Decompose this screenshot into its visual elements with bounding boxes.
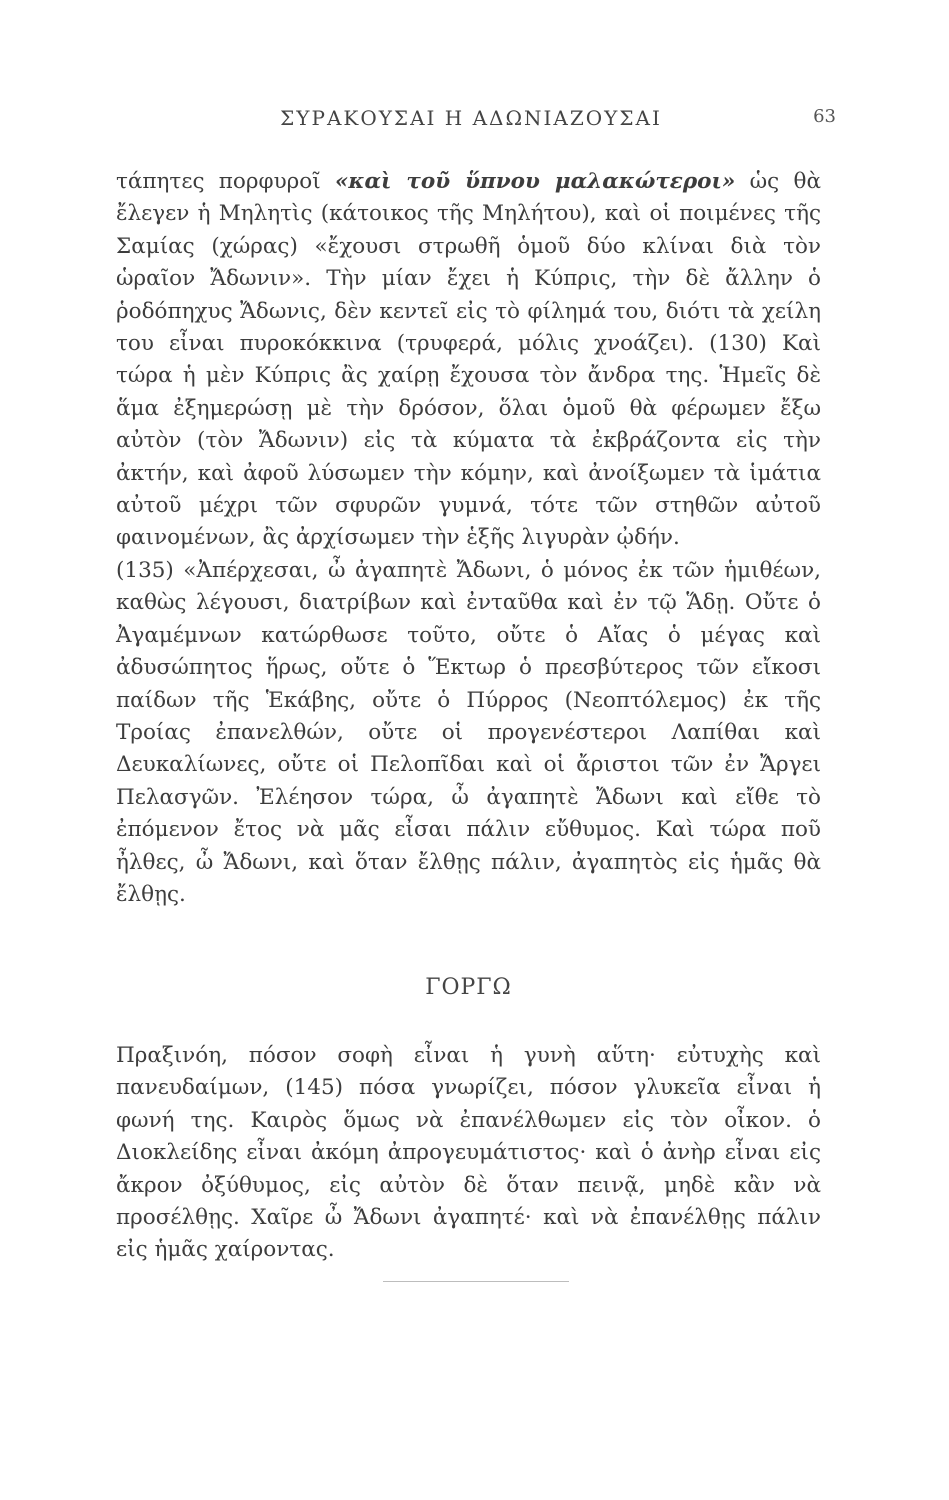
running-title: ΣΥΡΑΚΟΥΣΑΙ Η ΑΔΩΝΙΑΖΟΥΣΑΙ xyxy=(280,106,662,130)
paragraph-1 xyxy=(116,166,821,555)
emphasized-quote: «καὶ τοῦ ὕπνου μαλακώτεροι» xyxy=(334,169,736,194)
paragraph-2: (135) «Ἀπέρχεσαι, ὦ ἀγαπητὲ Ἄδωνι, ὁ μόνος ἐκ τῶν ἡμιθέων, καθὼς λέγουσι, διατρίβων καὶ ἐνταῦθα καὶ ἐν τῷ Ἅδῃ. Οὔτε ὁ Ἀγαμέμνων κατώρθωσε τοῦτο, οὔτε ὁ Αἴας ὁ μέγας καὶ ἀδυσώπητος ἥρως, οὔτε ὁ Ἕκτωρ ὁ πρεσβύτερος τῶν εἴκοσι παίδων τῆς Ἑκάβης, οὔτε ὁ Πύρρος (Νεοπτόλεμος) ἐκ τῆς Τροίας ἐπανελθών, οὔτε οἱ προγενέστεροι Λαπίθαι καὶ Δευκαλίωνες, οὔτε οἱ Πελοπῖδαι καὶ οἱ ἄριστοι τῶν ἐν Ἄργει Πελασγῶν. Ἐλέησον τώρα, ὦ ἀγαπητὲ Ἄδωνι καὶ εἴθε τὸ ἐπόμενον ἔτος νὰ μᾶς εἶσαι πάλιν εὔθυμος. Καὶ τώρα ποῦ ἦλθες, ὦ Ἄδωνι, καὶ ὅταν ἔλθῃς πάλιν, ἀγαπητὸς εἰς ἡμᾶς θὰ ἔλθῃς. xyxy=(116,557,821,907)
paragraph-3: Πραξινόη, πόσον σοφὴ εἶναι ἡ γυνὴ αὕτη· εὐτυχὴς καὶ πανευδαίμων, (145) πόσα γνωρίζει, πόσον γλυκεῖα εἶναι ἡ φωνή της. Καιρὸς ὅμως νὰ ἐπανέλθωμεν εἰς τὸν οἶκον. ὁ Διοκλείδης εἶναι ἀκόμη ἀπρογευμάτιστος· καὶ ὁ ἀνὴρ εἶναι εἰς ἄκρον ὀξύθυμος, εἰς αὐτὸν δὲ ὅταν πεινᾷ, μηδὲ κἂν νὰ προσέλθῃς. Χαῖρε ὦ Ἄδωνι ἀγαπητέ· καὶ νὰ ἐπανέλθῃς πάλιν εἰς ἡμᾶς χαίροντας. xyxy=(116,1043,821,1263)
speaker-text xyxy=(116,1040,821,1267)
paragraph-1-lead: τάπητες πορφυροῖ xyxy=(116,169,335,194)
page-number: 63 xyxy=(813,106,836,127)
page-header xyxy=(116,100,836,140)
speaker-heading: ΓΟΡΓΩ xyxy=(425,975,512,1000)
section-divider xyxy=(383,1281,569,1282)
paragraph-1-rest: ὡς θὰ ἔλεγεν ἡ Μηλητὶς (κάτοικος τῆς Μηλήτου), καὶ οἱ ποιμένες τῆς Σαμίας (χώρας) «ἔχουσι στρωθῆ ὁμοῦ δύο κλίναι διὰ τὸν ὡραῖον Ἄδωνιν». Τὴν μίαν ἔχει ἡ Κύπρις, τὴν δὲ ἄλλην ὁ ῥοδόπηχυς Ἄδωνις, δὲν κεντεῖ εἰς τὸ φίλημά του, διότι τὰ χείλη του εἶναι πυροκόκκινα (τρυφερά, μόλις χνοάζει). (130) Καὶ τώρα ἡ μὲν Κύπρις ἂς χαίρῃ ἔχουσα τὸν ἄνδρα της. Ἡμεῖς δὲ ἅμα ἐξημερώσῃ μὲ τὴν δρόσον, ὅλαι ὁμοῦ θὰ φέρωμεν ἔξω αὐτὸν (τὸν Ἄδωνιν) εἰς τὰ κύματα τὰ ἐκβράζοντα εἰς τὴν ἀκτήν, καὶ ἀφοῦ λύσωμεν τὴν κόμην, καὶ ἀνοίξωμεν τὰ ἱμάτια αὐτοῦ μέχρι τῶν σφυρῶν γυμνά, τότε τῶν στηθῶν αὐτοῦ φαινομένων, ἂς ἀρχίσωμεν τὴν ἑξῆς λιγυρὰν ᾠδήν. xyxy=(116,169,821,551)
main-text xyxy=(116,166,821,911)
